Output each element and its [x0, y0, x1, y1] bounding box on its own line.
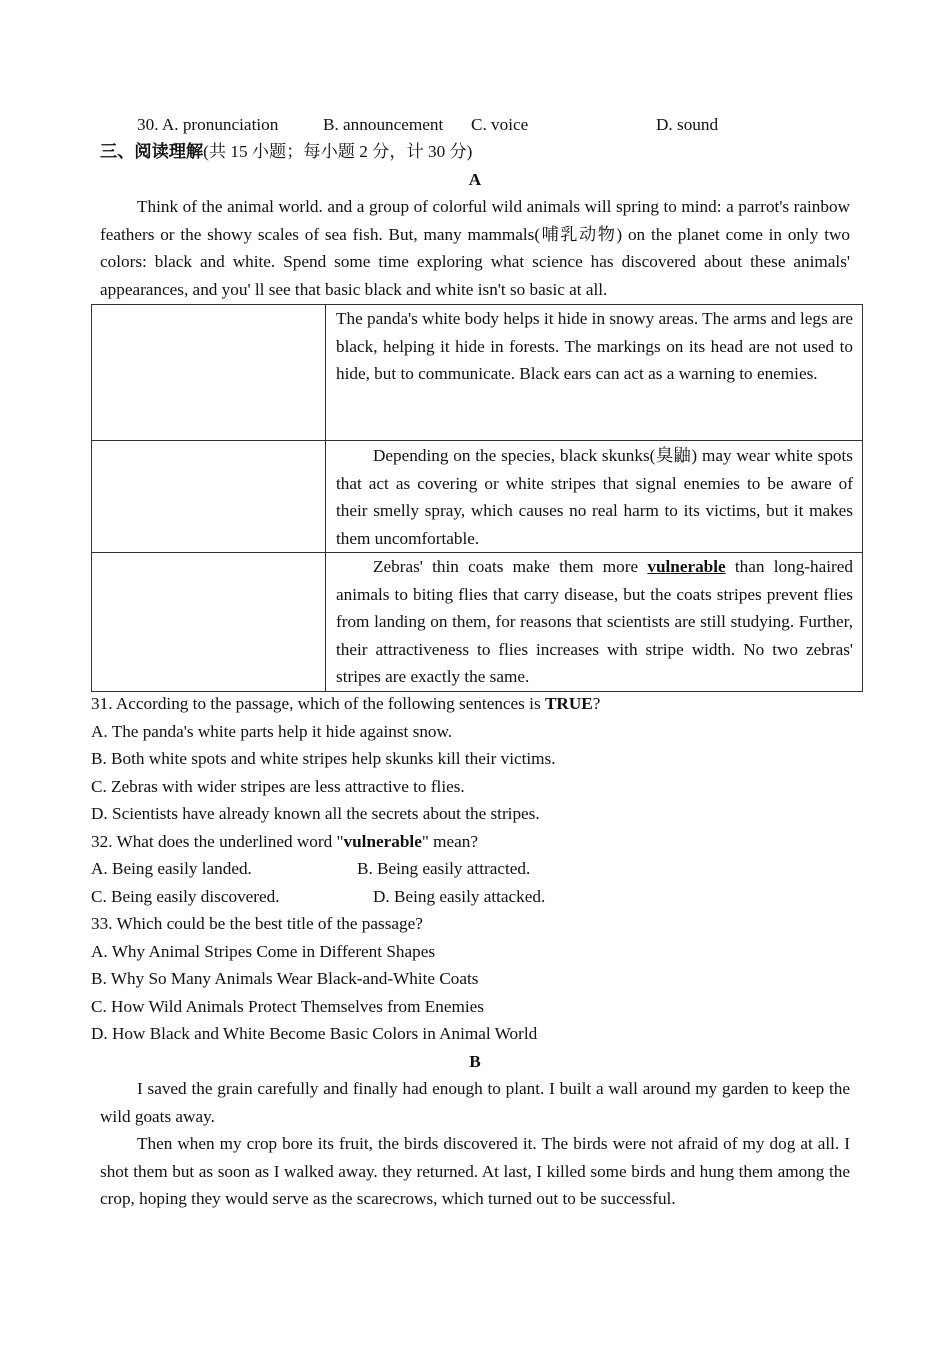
passage-a-intro: Think of the animal world. and a group of colorful wild animals will spring to mind: a parrot's rainbow feathers or the showy scales of sea fish. But, many mammals(哺乳动物) on the planet come in only two colors: black and white. Spend some time exploring what science has discovered about these animals' appearances, and you' ll see that basic black and white isn't so basic at all. [100, 197, 850, 299]
q33-stem: 33. Which could be the best title of the passage? [91, 914, 423, 933]
q33-option-a: A. Why Animal Stripes Come in Different Shapes [91, 942, 436, 961]
passage-a-title: A [468, 170, 482, 189]
table-row-panda [92, 305, 863, 441]
q30-option-d: D. sound [656, 115, 719, 134]
q32-stem-end: " mean? [421, 832, 479, 851]
passage-b-paragraph-1: I saved the grain carefully and finally had enough to plant. I built a wall around my garden to keep the wild goats away. [100, 1079, 850, 1126]
q33-option-b: B. Why So Many Animals Wear Black-and-White Coats [91, 969, 479, 988]
q32-option-b: B. Being easily attracted. [357, 859, 531, 878]
section-heading [100, 138, 472, 166]
underlined-word-vulnerable: vulnerable [647, 557, 726, 576]
q31-option-b: B. Both white spots and white stripes help skunks kill their victims. [91, 749, 556, 768]
q32-stem [91, 828, 478, 856]
q31-option-c: C. Zebras with wider stripes are less attractive to flies. [91, 777, 465, 796]
animal-info-table [91, 304, 863, 692]
zebra-text-start: Zebras' thin coats make them more [373, 557, 648, 576]
q33-option-c: C. How Wild Animals Protect Themselves from Enemies [91, 997, 484, 1016]
skunk-text-cell [326, 441, 863, 553]
q31-option-a: A. The panda's white parts help it hide against snow. [91, 722, 453, 741]
q32-option-a: A. Being easily landed. [91, 859, 252, 878]
panda-description: The panda's white body helps it hide in snowy areas. The arms and legs are black, helping it hide in forests. The markings on its head are not used to hide, but to communicate. Black ears can act as a warning to enemies. [336, 309, 853, 383]
panda-image-cell [92, 305, 326, 441]
panda-text-cell [326, 305, 863, 441]
q31-stem-end: ? [592, 694, 601, 713]
table-row-skunk [92, 441, 863, 553]
q31-option-d: D. Scientists have already known all the secrets about the stripes. [91, 804, 540, 823]
zebra-image-cell [92, 553, 326, 692]
q32-option-c: C. Being easily discovered. [91, 887, 280, 906]
passage-b-paragraph-2: Then when my crop bore its fruit, the birds discovered it. The birds were not afraid of my dog at all. I shot them but as soon as I walked away. they returned. At last, I killed some birds and hung them among the crop, hoping they would serve as the scarecrows, which turned out to be successful. [100, 1134, 850, 1208]
section-title: 三、阅读理解 [100, 142, 204, 161]
q31-stem-start: 31. According to the passage, which of the following sentences is [91, 694, 545, 713]
q30-option-a: 30. A. pronunciation [137, 115, 279, 134]
q32-stem-start: 32. What does the underlined word " [91, 832, 344, 851]
zebra-description [336, 553, 853, 691]
skunk-description: Depending on the species, black skunks(臭鼬) may wear white spots that act as covering or white stripes that signal enemies to be aware of their smelly spray, which causes no real harm to its victims, but it makes them uncomfortable. [336, 446, 853, 548]
q31-stem-bold: TRUE [544, 694, 593, 713]
q33-option-d: D. How Black and White Become Basic Colors in Animal World [91, 1024, 538, 1043]
q30-option-b: B. announcement [323, 115, 444, 134]
zebra-text-end: than long-haired animals to biting flies that carry disease, but the coats stripes prevent flies from landing on them, for reasons that scientists are still studying. Further, their attractiveness to flies increases with stripe width. No two zebras' stripes are exactly the same. [336, 557, 853, 686]
q30-option-c: C. voice [471, 115, 529, 134]
section-note: (共 15 小题；每小题 2 分，计 30 分) [203, 142, 473, 161]
passage-b-title: B [469, 1052, 481, 1071]
table-row-zebra [92, 553, 863, 692]
skunk-image-cell [92, 441, 326, 553]
q32-option-d: D. Being easily attacked. [373, 887, 546, 906]
q31-stem [91, 690, 600, 718]
q32-stem-bold: vulnerable [343, 832, 422, 851]
zebra-text-cell [326, 553, 863, 692]
